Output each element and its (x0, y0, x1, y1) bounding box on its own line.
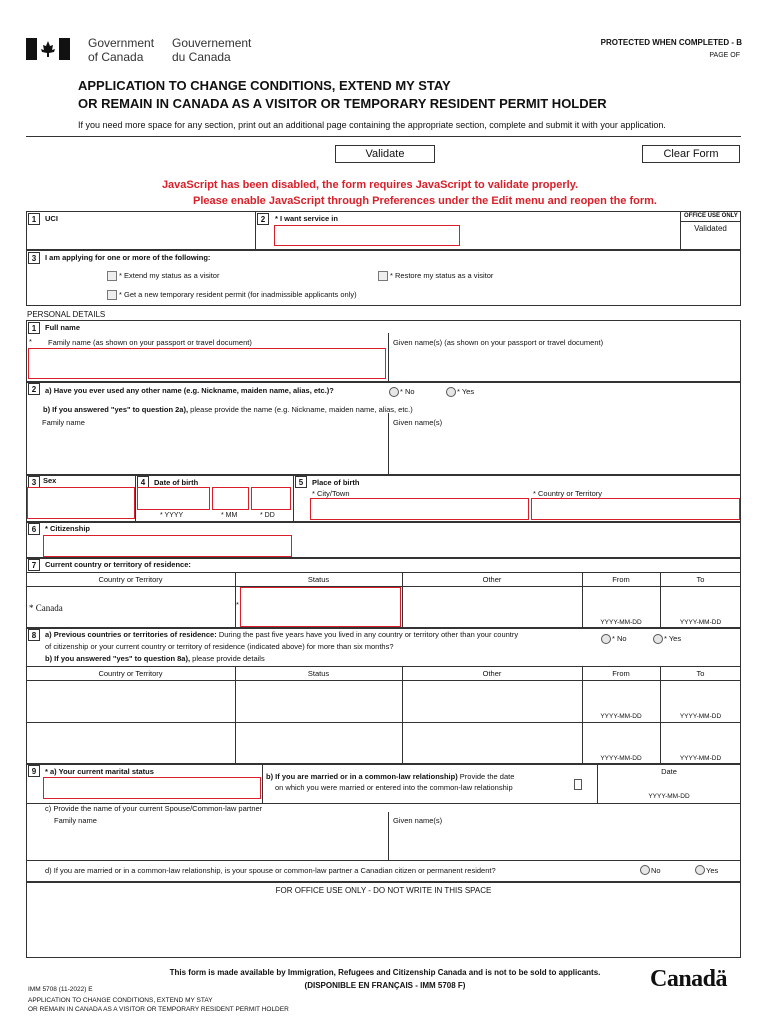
uci-label: UCI (45, 214, 58, 223)
q2a-yes-radio[interactable] (446, 387, 456, 397)
office-validated-value: Validated (694, 224, 727, 233)
gov-fr-line2: du Canada (172, 50, 231, 64)
q9d-label: d) If you are married or in a common-law relationship, is your spouse or common-law partner a Canadian citizen or permanent resident? (45, 866, 496, 875)
personal-details-heading: PERSONAL DETAILS (27, 310, 106, 319)
citizenship-field[interactable] (43, 535, 292, 557)
new-permit-checkbox[interactable] (107, 290, 117, 300)
residence-from-format: YYYY-MM-DD (600, 619, 642, 626)
residence-label: Current country or territory of residence: (45, 560, 191, 569)
q9b-line2: on which you were married or entered into the common-law relationship (275, 783, 513, 792)
given-name-label: Given name(s) (as shown on your passport or travel document) (393, 338, 604, 347)
q2b-rest: please provide the name (e.g. Nickname, maiden name, alias, etc.) (188, 405, 413, 414)
section-1-number: 1 (28, 213, 40, 225)
divider (26, 680, 741, 681)
q2b-bold: b) If you answered "yes" to question 2a), (43, 405, 189, 414)
citizenship-label: * Citizenship (45, 524, 91, 533)
p6-number: 6 (28, 523, 40, 535)
service-in-label: * I want service in (275, 214, 338, 223)
office-use-label: OFFICE USE ONLY (684, 213, 738, 219)
personal-2 (26, 382, 741, 475)
divider (262, 764, 263, 803)
divider (255, 211, 256, 250)
p2-number: 2 (28, 383, 40, 395)
service-in-field[interactable] (274, 225, 460, 246)
section-3-number: 3 (28, 252, 40, 264)
extend-status-checkbox[interactable] (107, 271, 117, 281)
residence-to-format: YYYY-MM-DD (679, 619, 722, 626)
marital-status-field[interactable] (43, 777, 261, 799)
form-id: IMM 5708 (11-2022) E (28, 986, 93, 993)
restore-status-label: * Restore my status as a visitor (390, 271, 494, 280)
q8a-label (45, 631, 518, 640)
date-label: Date (661, 767, 677, 776)
protected-label: PROTECTED WHEN COMPLETED - B (600, 38, 742, 47)
office-use-bottom-label: FOR OFFICE USE ONLY - DO NOT WRITE IN THIS SPACE (275, 886, 492, 895)
q9b-rest: Provide the date (457, 772, 515, 781)
canada-wordmark: Canadä (650, 966, 728, 992)
q9c-label: c) Provide the name of your current Spouse/Common-law partner (45, 804, 263, 813)
q8a-no-label: * No (612, 634, 627, 643)
p8-row2-to-format: YYYY-MM-DD (679, 755, 722, 762)
p4-number: 4 (137, 476, 149, 488)
divider (135, 475, 136, 522)
q8a-line2: of citizenship or your current country or territory of residence (indicated above) for more than six months? (45, 642, 394, 651)
required-star: * (29, 337, 32, 346)
q8a-yes-label: * Yes (664, 634, 682, 643)
gov-en-line2: of Canada (88, 50, 144, 64)
q8a-no-radio[interactable] (601, 634, 611, 644)
p1-number: 1 (28, 322, 40, 334)
sex-label: Sex (43, 476, 57, 485)
divider (26, 572, 741, 573)
marriage-date-format: YYYY-MM-DD (648, 793, 690, 800)
p8-col-status: Status (307, 669, 330, 678)
p8-col-other: Other (482, 669, 502, 678)
clear-form-button[interactable]: Clear Form (642, 145, 740, 163)
dob-month-field[interactable] (212, 487, 249, 510)
spouse-given-name-label: Given name(s) (393, 816, 443, 825)
p8-col-country: Country or Territory (98, 669, 163, 678)
residence-status-field[interactable] (240, 587, 401, 627)
col-other: Other (482, 575, 502, 584)
validate-button[interactable]: Validate (335, 145, 435, 163)
p8-col-from: From (612, 669, 630, 678)
p5-number: 5 (295, 476, 307, 488)
pob-label: Place of birth (312, 478, 360, 487)
marital-status-label: * a) Your current marital status (45, 767, 154, 776)
dob-day-label: * DD (260, 512, 275, 519)
footer-title-line1: APPLICATION TO CHANGE CONDITIONS, EXTEND MY STAY (28, 997, 213, 1004)
q9b-label (266, 773, 514, 782)
p8-row1-from-format: YYYY-MM-DD (600, 713, 642, 720)
spouse-family-name-label: Family name (54, 816, 97, 825)
q8a-rest: During the past five years have you lived in any country or territory other than your country (216, 630, 519, 639)
q8b-rest: please provide details (190, 654, 265, 663)
extend-status-label: * Extend my status as a visitor (119, 271, 220, 280)
divider (402, 666, 403, 764)
status-star: * (236, 600, 239, 609)
dob-day-field[interactable] (251, 487, 291, 510)
q2b-label (43, 406, 413, 415)
dob-label: Date of birth (154, 478, 199, 487)
divider (26, 860, 741, 861)
col-to: To (696, 575, 705, 584)
residence-country-value: * Canada (29, 603, 63, 613)
family-name-label: Family name (as shown on your passport or travel document) (48, 338, 252, 347)
restore-status-checkbox[interactable] (378, 271, 388, 281)
pob-city-field[interactable] (310, 498, 529, 520)
p8-row1-to-format: YYYY-MM-DD (679, 713, 722, 720)
q8b-bold: b) If you answered "yes" to question 8a), (45, 654, 191, 663)
section-2-number: 2 (257, 213, 269, 225)
footer-notice: This form is made available by Immigration, Refugees and Citizenship Canada and is not to be sold to applicants. (169, 968, 601, 977)
divider (388, 413, 389, 475)
divider (680, 221, 741, 222)
divider (293, 475, 294, 522)
divider (26, 136, 741, 137)
p7-number: 7 (28, 559, 40, 571)
other-family-name-label: Family name (42, 418, 85, 427)
full-name-label: Full name (45, 323, 81, 332)
js-warning-line1: JavaScript has been disabled, the form requires JavaScript to validate properly. (161, 179, 579, 191)
page-of-label: PAGE OF (709, 52, 740, 59)
dob-year-field[interactable] (137, 487, 210, 510)
dob-month-label: * MM (221, 512, 238, 519)
calendar-icon[interactable] (574, 779, 582, 790)
js-warning-line2: Please enable JavaScript through Preferences under the Edit menu and reopen the form. (193, 195, 657, 207)
sex-field[interactable] (27, 487, 135, 519)
q8a-yes-radio[interactable] (653, 634, 663, 644)
q9d-yes-label: Yes (706, 866, 719, 875)
divider (388, 333, 389, 382)
country-label: * Country or Territory (533, 489, 603, 498)
city-label: * City/Town (312, 489, 350, 498)
p8-row2-from-format: YYYY-MM-DD (600, 755, 642, 762)
divider (26, 722, 741, 723)
q8b-label (45, 655, 265, 664)
p3-number: 3 (28, 476, 40, 488)
p9-number: 9 (28, 765, 40, 777)
other-given-name-label: Given name(s) (393, 418, 443, 427)
q9d-no-label: No (651, 866, 661, 875)
divider (235, 666, 236, 764)
form-title-line2: OR REMAIN IN CANADA AS A VISITOR OR TEMPORARY RESIDENT PERMIT HOLDER (78, 96, 607, 111)
new-permit-label: * Get a new temporary resident permit (for inadmissible applicants only) (119, 290, 357, 299)
q9d-yes-radio[interactable] (695, 865, 705, 875)
form-title-line1: APPLICATION TO CHANGE CONDITIONS, EXTEND MY STAY (78, 78, 451, 93)
q2a-no-radio[interactable] (389, 387, 399, 397)
pob-country-field[interactable] (531, 498, 740, 520)
col-country: Country or Territory (98, 575, 163, 584)
instruction-text: If you need more space for any section, print out an additional page containing the appropriate section, complete and submit it with your application. (78, 120, 666, 130)
divider (388, 812, 389, 860)
q2a-yes-label: * Yes (457, 387, 475, 396)
gov-en-line1: Government (88, 36, 155, 50)
canada-flag-icon (26, 38, 70, 60)
divider (26, 666, 741, 667)
q9b-bold: b) If you are married or in a common-law relationship) (266, 772, 458, 781)
col-status: Status (307, 575, 330, 584)
q2a-no-label: * No (400, 387, 415, 396)
q2a-label: a) Have you ever used any other name (e.g. Nickname, maiden name, alias, etc.)? (45, 386, 334, 395)
q8a-bold: a) Previous countries or territories of residence: (45, 630, 217, 639)
p8-number: 8 (28, 629, 40, 641)
footer-title-line2: OR REMAIN IN CANADA AS A VISITOR OR TEMPORARY RESIDENT PERMIT HOLDER (28, 1006, 289, 1013)
q9d-no-radio[interactable] (640, 865, 650, 875)
dob-year-label: * YYYY (160, 512, 184, 519)
col-from: From (612, 575, 630, 584)
gov-fr-line1: Gouvernement (172, 36, 252, 50)
family-name-field[interactable] (28, 348, 386, 379)
applying-label: I am applying for one or more of the following: (45, 253, 211, 262)
p8-col-to: To (696, 669, 705, 678)
footer-french: (DISPONIBLE EN FRANÇAIS - IMM 5708 F) (304, 981, 466, 990)
